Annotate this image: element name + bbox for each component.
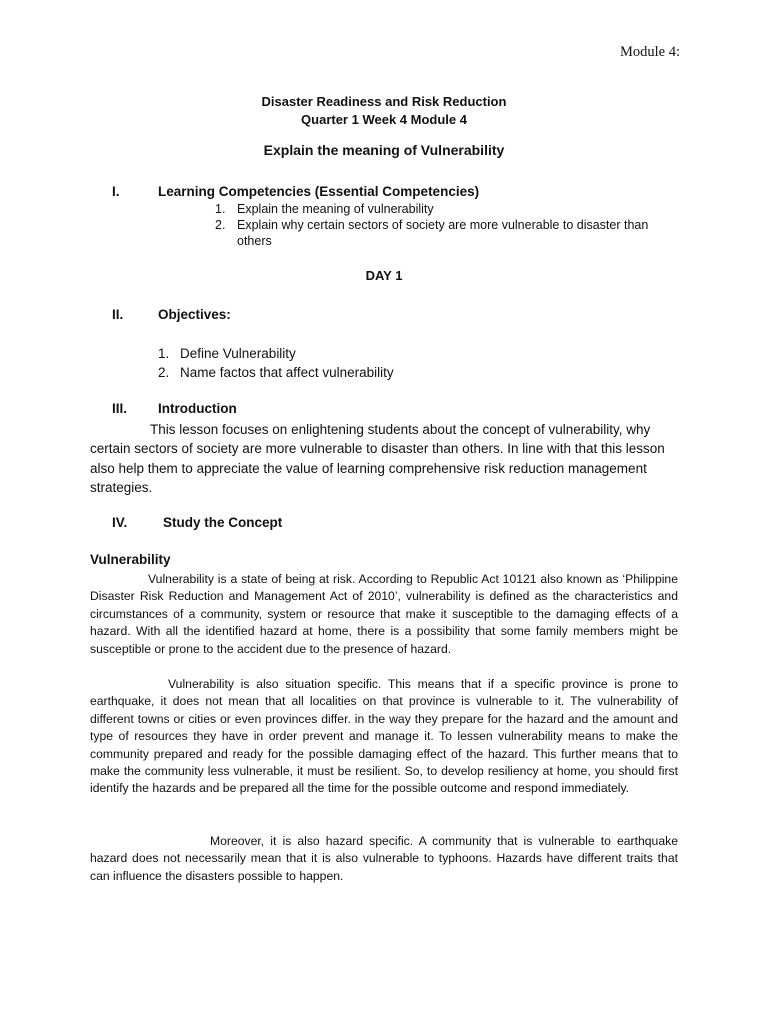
vulnerability-paragraph-1: Vulnerability is a state of being at risk. According to Republic Act 10121 also known as ‘Philippine Disaster Risk Reduction and Management Act of 2010’, vulnerability is defined as the characteristics and circumstances of a community, system or resource that make it susceptible to the damaging effects of a hazard. With all the identified hazard at home, there is a possibility that some family members might be susceptible or prone to the accident due to the presence of hazard. <box>90 572 678 656</box>
introduction-paragraph: This lesson focuses on enlightening students about the concept of vulnerability, why certain sectors of society are more vulnerable to disaster than others. In line with that this lesson also help them to appreciate the value of learning comprehensive risk reduction management strategies. <box>90 422 665 495</box>
title-line-2: Quarter 1 Week 4 Module 4 <box>301 112 467 127</box>
list-item-text: Explain why certain sectors of society are more vulnerable to disaster than others <box>237 218 649 248</box>
section-3-heading: Introduction <box>158 401 237 416</box>
vulnerability-heading: Vulnerability <box>90 552 171 567</box>
title-line-1: Disaster Readiness and Risk Reduction <box>261 94 507 109</box>
competency-list <box>215 201 665 249</box>
list-item <box>158 363 394 382</box>
objectives-list <box>158 344 394 382</box>
list-item-number: 2. <box>158 365 170 380</box>
section-4-number: IV. <box>112 515 128 530</box>
day-label: DAY 1 <box>365 268 403 283</box>
list-item-text: Name factos that affect vulnerability <box>180 365 394 380</box>
list-item-number: 1. <box>215 202 226 216</box>
section-2-number: II. <box>112 307 124 322</box>
module-header-label: Module 4: <box>619 44 680 60</box>
section-3-number: III. <box>112 401 128 416</box>
vulnerability-paragraph-3: Moreover, it is also hazard specific. A community that is vulnerable to earthquake hazard does not necessarily mean that it is also vulnerable to typhoons. Hazards have different traits that can influence the disasters possible to happen. <box>90 834 678 883</box>
section-1-heading: Learning Competencies (Essential Competencies) <box>158 184 480 199</box>
section-4-heading: Study the Concept <box>163 515 283 530</box>
section-1-number: I. <box>112 184 120 199</box>
list-item-text: Define Vulnerability <box>180 346 296 361</box>
list-item-number: 2. <box>215 218 226 232</box>
page-subtitle: Explain the meaning of Vulnerability <box>263 142 505 158</box>
list-item-number: 1. <box>158 346 170 361</box>
vulnerability-paragraph-2: Vulnerability is also situation specific. This means that if a specific province is prone to earthquake, it does not mean that all localities on that province is vulnerable to it. The vulnerability of different towns or cities or even provinces differ. in the way they prepare for the hazard and the amount and type of resources they have in order prevent and manage it. To lessen vulnerability means to make the community prepared and ready for the possible damaging effect of the hazard. This further means that to make the community less vulnerable, it must be resilient. So, to develop resiliency at home, you should first identify the hazards and be prepared all the time for the possible outcome and respond immediately. <box>90 677 678 796</box>
list-item-text: Explain the meaning of vulnerability <box>237 202 434 216</box>
list-item <box>215 217 665 249</box>
list-item <box>158 344 394 363</box>
title-block <box>0 93 768 129</box>
list-item <box>215 201 665 217</box>
section-2-heading: Objectives: <box>158 307 231 322</box>
